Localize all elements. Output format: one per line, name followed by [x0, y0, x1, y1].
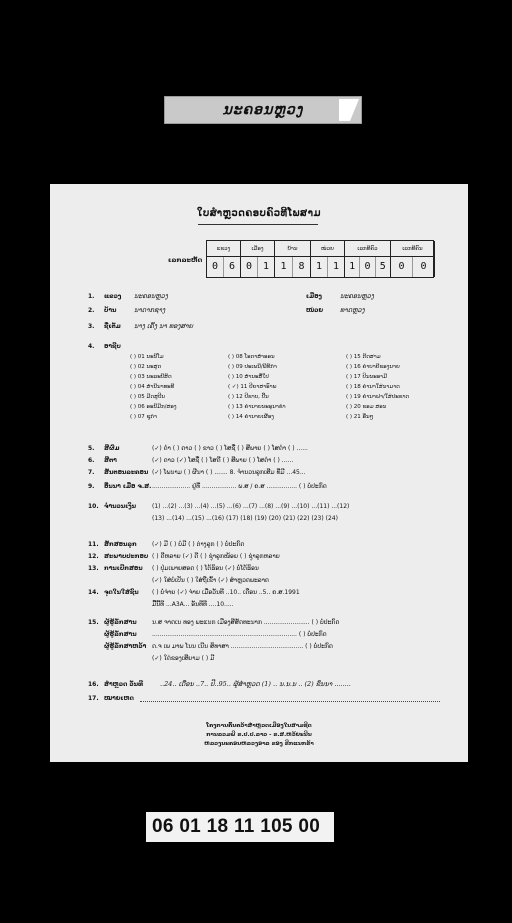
code-header: ເລກທີຄົວ [345, 241, 391, 257]
occupation-option: ( ) 13 ຄຳນາຍນະອຸນາຂໍາ [228, 404, 286, 410]
title-underline [198, 224, 318, 225]
row-text: (✓) ໃດ່ຂອງເສີຍາມ ( ) ມີ [152, 655, 215, 662]
code-grid [206, 240, 434, 278]
row-text: ( ) ປຸ່ມເພາຍສອດ ( ) ໂຕ້ຮິອນ (✓) ບໍ່ໂຕ້ຮິອນ [152, 565, 259, 572]
row-text: .................... ຢູ່ທີ່ .................. ພ.ສ / ຄ.ສ ................ ( ) ບໍ່ປະກົດ [152, 483, 327, 490]
occupation-option: ( ✓) 11 ປີຍາສາອົາພ [228, 384, 277, 390]
code-cell: 1 8 [275, 257, 311, 277]
occupation-option: ( ) 05 ມີດສູປີນ [130, 394, 166, 400]
code-cell: 1 1 [311, 257, 345, 277]
occupation-option: ( ) 09 ປະເພນີ/ພີທີກຳ [228, 364, 277, 370]
row-text: (✓) ໂພນາມ ( ) ຜີນາ ( ) ....... 8. ຈຳນວນລູກເສີມ ທີ່ມີ ...45... [152, 469, 306, 476]
footer-line: ການລວມພີ ຂ.ປ.ປ.ລາວ - ຂ.ສ.ຫວ້ຍະນີນ [206, 732, 312, 738]
code-cell: 0 6 [207, 257, 241, 277]
occupation-option: ( ) 01 ນະນີໂມ [130, 354, 164, 360]
code-label: ເລກລະຫັດ [168, 256, 203, 264]
row-text: (13) ...(14) ...(15) ...(16) (17) (18) (19) (20) (21) (22) (23) (24) [152, 515, 338, 522]
occupation-option: ( ) 21 ອື່ນໆ [346, 414, 374, 420]
code-header: ເລກທີຄົນ [391, 241, 435, 257]
field-value: ນະຄອນຫຼວງ [134, 292, 168, 300]
remarks-line [140, 694, 440, 702]
occupation-option: ( ) 16 ຄຳບາຍີຂອງນາຍ [346, 364, 400, 370]
row-text: (✓) ດາວ (✓) ໂສຊື່ ( ) ໂສດີ ( ) ສີພາຍ ( ) ໂສດຳ ( ) ...... [152, 457, 294, 464]
occupation-option: ( ) 17 ປິນນະອາມີ [346, 374, 388, 380]
footer-line: ຫລວງນະຄອນຫລວງອາລ ຂອງ ຂີກແນກຂ້າ [204, 741, 314, 747]
code-cell: 0 1 [241, 257, 275, 277]
field-value: ນະຄອນຫຼວງ [340, 292, 374, 300]
code-header: ເມືອງ [241, 241, 275, 257]
occupation-option: ( ) 19 ຄຳນາຝາ/ໃສ່ປະຂາດ [346, 394, 410, 400]
occupation-option: ( ) 15 ກີດສາມ [346, 354, 381, 360]
row-text: ( ) ບໍ່ຈ່າຍ (✓) ຈ່າຍ ເມື່ອວັນທີ ..10.. ເດືອນ ..5.. ຄ.ສ.1991 [152, 589, 300, 596]
occupation-option: ( ) 04 ສຳນີນາທະທີ [130, 384, 175, 390]
occupation-option: ( ) 20 ຂອມ ສອນ [346, 404, 387, 410]
field-value: ນາດາກຊາງ [134, 306, 166, 314]
footer-line: ໂຄງການຄົ້ນຄວ້າສຳຫຼວດເມືອງໃນສາມຊີດ [206, 723, 312, 729]
occupation-option: ( ) 18 ຄຳນາໃສ່ນາມາດ [346, 384, 400, 390]
row-text: (✓) ດຳ ( ) ດາວ ( ) ຂາວ ( ) ໂສຊື່ ( ) ສີພາຍ ( ) ໂສດຳ ( ) ...... [152, 445, 308, 452]
census-form-sheet: ໃບສຳຫຼວດຄອບຄົວທີໂພສາມ ເລກລະຫັດ ແຂວງ ເມືອງ ບ້ານ ໜ່ວຍ ເລກທີຄົວ ເລກທີຄົນ 0 6 0 1 1 8 1 1 1 0 5 0 0 1. ແຂວງ ນະຄອນຫຼວງ ເມືອງ ນະຄອນຫຼວງ 2. ບ້ານ ນາດາກຊາງ ໜ່ວຍ ທາດຫຼວງ 3. ຊື່ເຕັມ ນາງ ເຄິ້ງ ນາ ທອງສາຍ 4. ອາຊີບ 16. ສຳຫຼວດ ວັນທີ ..24.. ເດືອນ ..7.. ປີ..95.. ຜູ້ສຳຫຼວດ (1) .. ນ.ນ.ນ .. (2) ຂົ່ນນາ ........ 17. ໝາຍເຫດ ໂຄງການຄົ້ນຄວ້າສຳຫຼວດເມືອງໃນສາມຊີດ ການລວມພີ ຂ.ປ.ປ.ລາວ - ຂ.ສ.ຫວ້ຍະນີນ ຫລວງນະຄອນຫລວງອາລ ຂອງ ຂີກແນກຂ້າ ( ) 01 ນະນີໂມ ( ) 08 ໂອດາສຳອອນ ( ) 15 ກີດສາມ ( ) 02 ນະສູດ ( ) 09 ປະເພນີ/ພີທີກຳ ( ) 16 ຄຳບາຍີຂອງນາຍ ( ) 03 ນະລະບີສິດ ( ) 10 ສຳນະສື່ໃປ ( ) 17 ປິນນະອາມີ ( ) 04 ສຳນີນາທະທີ ( ✓) 11 ປີຍາສາອົາພ ( ) 18 ຄຳນາໃສ່ນາມາດ ( ) 05 ມີດສູປີນ ( ) 12 ປີຂາບ, ປື້ນ ( ) 19 ຄຳນາຝາ/ໃສ່ປະຂາດ ( ) 06 ອະນີມີກ/ສອງ ( ) 13 ຄຳນາຍນະອຸນາຂໍາ ( ) 20 ຂອມ ສອນ ( ) 07 ຊູກຳ ( ) 14 ຄຳນາຍເຜືອງ ( ) 21 ອື່ນໆ 5. ສີຜົມ (✓) ດຳ ( ) ດາວ ( ) ຂາວ ( ) ໂສຊື່ ( ) ສີພາຍ ( ) ໂສດຳ ( ) ...... 6. ສີຕາ (✓) ດາວ (✓) ໂສຊື່ ( ) ໂສດີ ( ) ສີພາຍ ( ) ໂສດຳ ( ) ...... 7. ສັນຕອນລະຄອນ (✓) ໂພນາມ ( ) ຜີນາ ( ) ....... 8. ຈຳນວນລູກເສີມ ທີ່ມີ ...45... 9. ອີ່ນນາ ເມື່ອ ຈ.ສ. .................... ຢູ່ທີ່ .................. ພ.ສ / ຄ.ສ ................ ( ) ບໍ່ປະກົດ 10. ຈຳນວນເງິນ (1) ...(2) ...(3) ...(4) ...(5) ...(6) ...(7) ...(8) ...(9) ...(10) ...(11) ...(12) (13) ...(14) ...(15) ...(16) (17) (18) (19) (20) (21) (22) (23) (24) 11. ສັກສອນລູກ (✓) ມີ ( ) ບໍ່ມີ ( ) ຕ່າງລູກ ( ) ບໍ່ປະກົດ 12. ສະພາບປະກອບ ( ) ດີຫລາຍ (✓) ດີ ( ) ຊຸ່າລູກໜ້ອຍ ( ) ຊຸ່າລູກຫລາຍ 13. ການເບີກສອນ ( ) ປຸ່ມເພາຍສອດ ( ) ໂຕ້ຮິອນ (✓) ບໍ່ໂຕ້ຮິອນ (✓) ໃສ່ບໍ່ເປັນ ( ) ໃສ່ຖືເຂົ້າ (✓) ສຳຫຼວດພະລາດ 14. ຈຸດໃນໃສ່ຊົນ ( ) ບໍ່ຈ່າຍ (✓) ຈ່າຍ ເມື່ອວັນທີ ..10.. ເດືອນ ..5.. ຄ.ສ.1991 ມື້ນີ້ທີ ...A3A... ອັນທີທີ ....10..... 15. ຜູ້ຮູ້ລັກສານ ນ.ສ ຈາດເນ ທອງ ພະແນກ ເມືອງສີສັດທະນາກ ........................ ( ) ບໍ່ປະກົດ ຜູ້ຮູ້ລັກສານ ............................................................................ ( ) ບໍ່ປະກົດ ຜູ້ຮູ້ລັກສາຫວ້າ ດ.ຈ ເພ ມາພ ໂນນ ເນີນ ສິທາສາ ...................................... ( ) ບໍ່ປະກົດ (✓) ໃດ່ຂອງເສີຍາມ ( ) ມີ [50, 184, 468, 762]
code-cell: 1 0 5 [345, 257, 391, 277]
form-title: ໃບສຳຫຼວດຄອບຄົວທີໂພສາມ [197, 208, 321, 219]
code-cell: 0 0 [391, 257, 435, 277]
reel-number: 06 01 18 11 105 00 [146, 812, 334, 842]
row-text: (✓) ມີ ( ) ບໍ່ມີ ( ) ຕ່າງລູກ ( ) ບໍ່ປະກົດ [152, 541, 245, 548]
row-text: ນ.ສ ຈາດເນ ທອງ ພະແນກ ເມືອງສີສັດທະນາກ ........................ ( ) ບໍ່ປະກົດ [152, 619, 340, 626]
code-header: ບ້ານ [275, 241, 311, 257]
occupation-option: ( ) 10 ສຳນະສື່ໃປ [228, 374, 269, 380]
folder-label: ນະຄອນຫຼວງ [222, 102, 304, 118]
occupation-option: ( ) 12 ປີຂາບ, ປື້ນ [228, 394, 269, 400]
occupation-option: ( ) 02 ນະສູດ [130, 364, 162, 370]
occupation-option: ( ) 08 ໂອດາສຳອອນ [228, 354, 275, 360]
tab-notch [339, 99, 359, 121]
field-value: ນາງ ເຄິ້ງ ນາ ທອງສາຍ [134, 322, 194, 330]
row-text: (1) ...(2) ...(3) ...(4) ...(5) ...(6) ...(7) ...(8) ...(9) ...(10) ...(11) ...(12) [152, 503, 350, 510]
occupation-option: ( ) 07 ຊູກຳ [130, 414, 157, 420]
row-text: ( ) ດີຫລາຍ (✓) ດີ ( ) ຊຸ່າລູກໜ້ອຍ ( ) ຊຸ່າລູກຫລາຍ [152, 553, 280, 560]
code-header: ໜ່ວຍ [311, 241, 345, 257]
code-header: ແຂວງ [207, 241, 241, 257]
row-text: ............................................................................ ( ) ບໍ່ປະກົດ [152, 631, 327, 638]
occupation-option: ( ) 03 ນະລະບີສິດ [130, 374, 172, 380]
occupation-option: ( ) 14 ຄຳນາຍເຜືອງ [228, 414, 274, 420]
folder-label-tab [164, 96, 362, 124]
field-value: ທາດຫຼວງ [340, 306, 365, 314]
row-text: ມື້ນີ້ທີ ...A3A... ອັນທີທີ ....10..... [152, 601, 234, 608]
row-text: (✓) ໃສ່ບໍ່ເປັນ ( ) ໃສ່ຖືເຂົ້າ (✓) ສຳຫຼວດພະລາດ [152, 577, 269, 584]
occupation-option: ( ) 06 ອະນີມີກ/ສອງ [130, 404, 177, 410]
row-text: ດ.ຈ ເພ ມາພ ໂນນ ເນີນ ສິທາສາ ...................................... ( ) ບໍ່ປະກົດ [152, 643, 333, 650]
